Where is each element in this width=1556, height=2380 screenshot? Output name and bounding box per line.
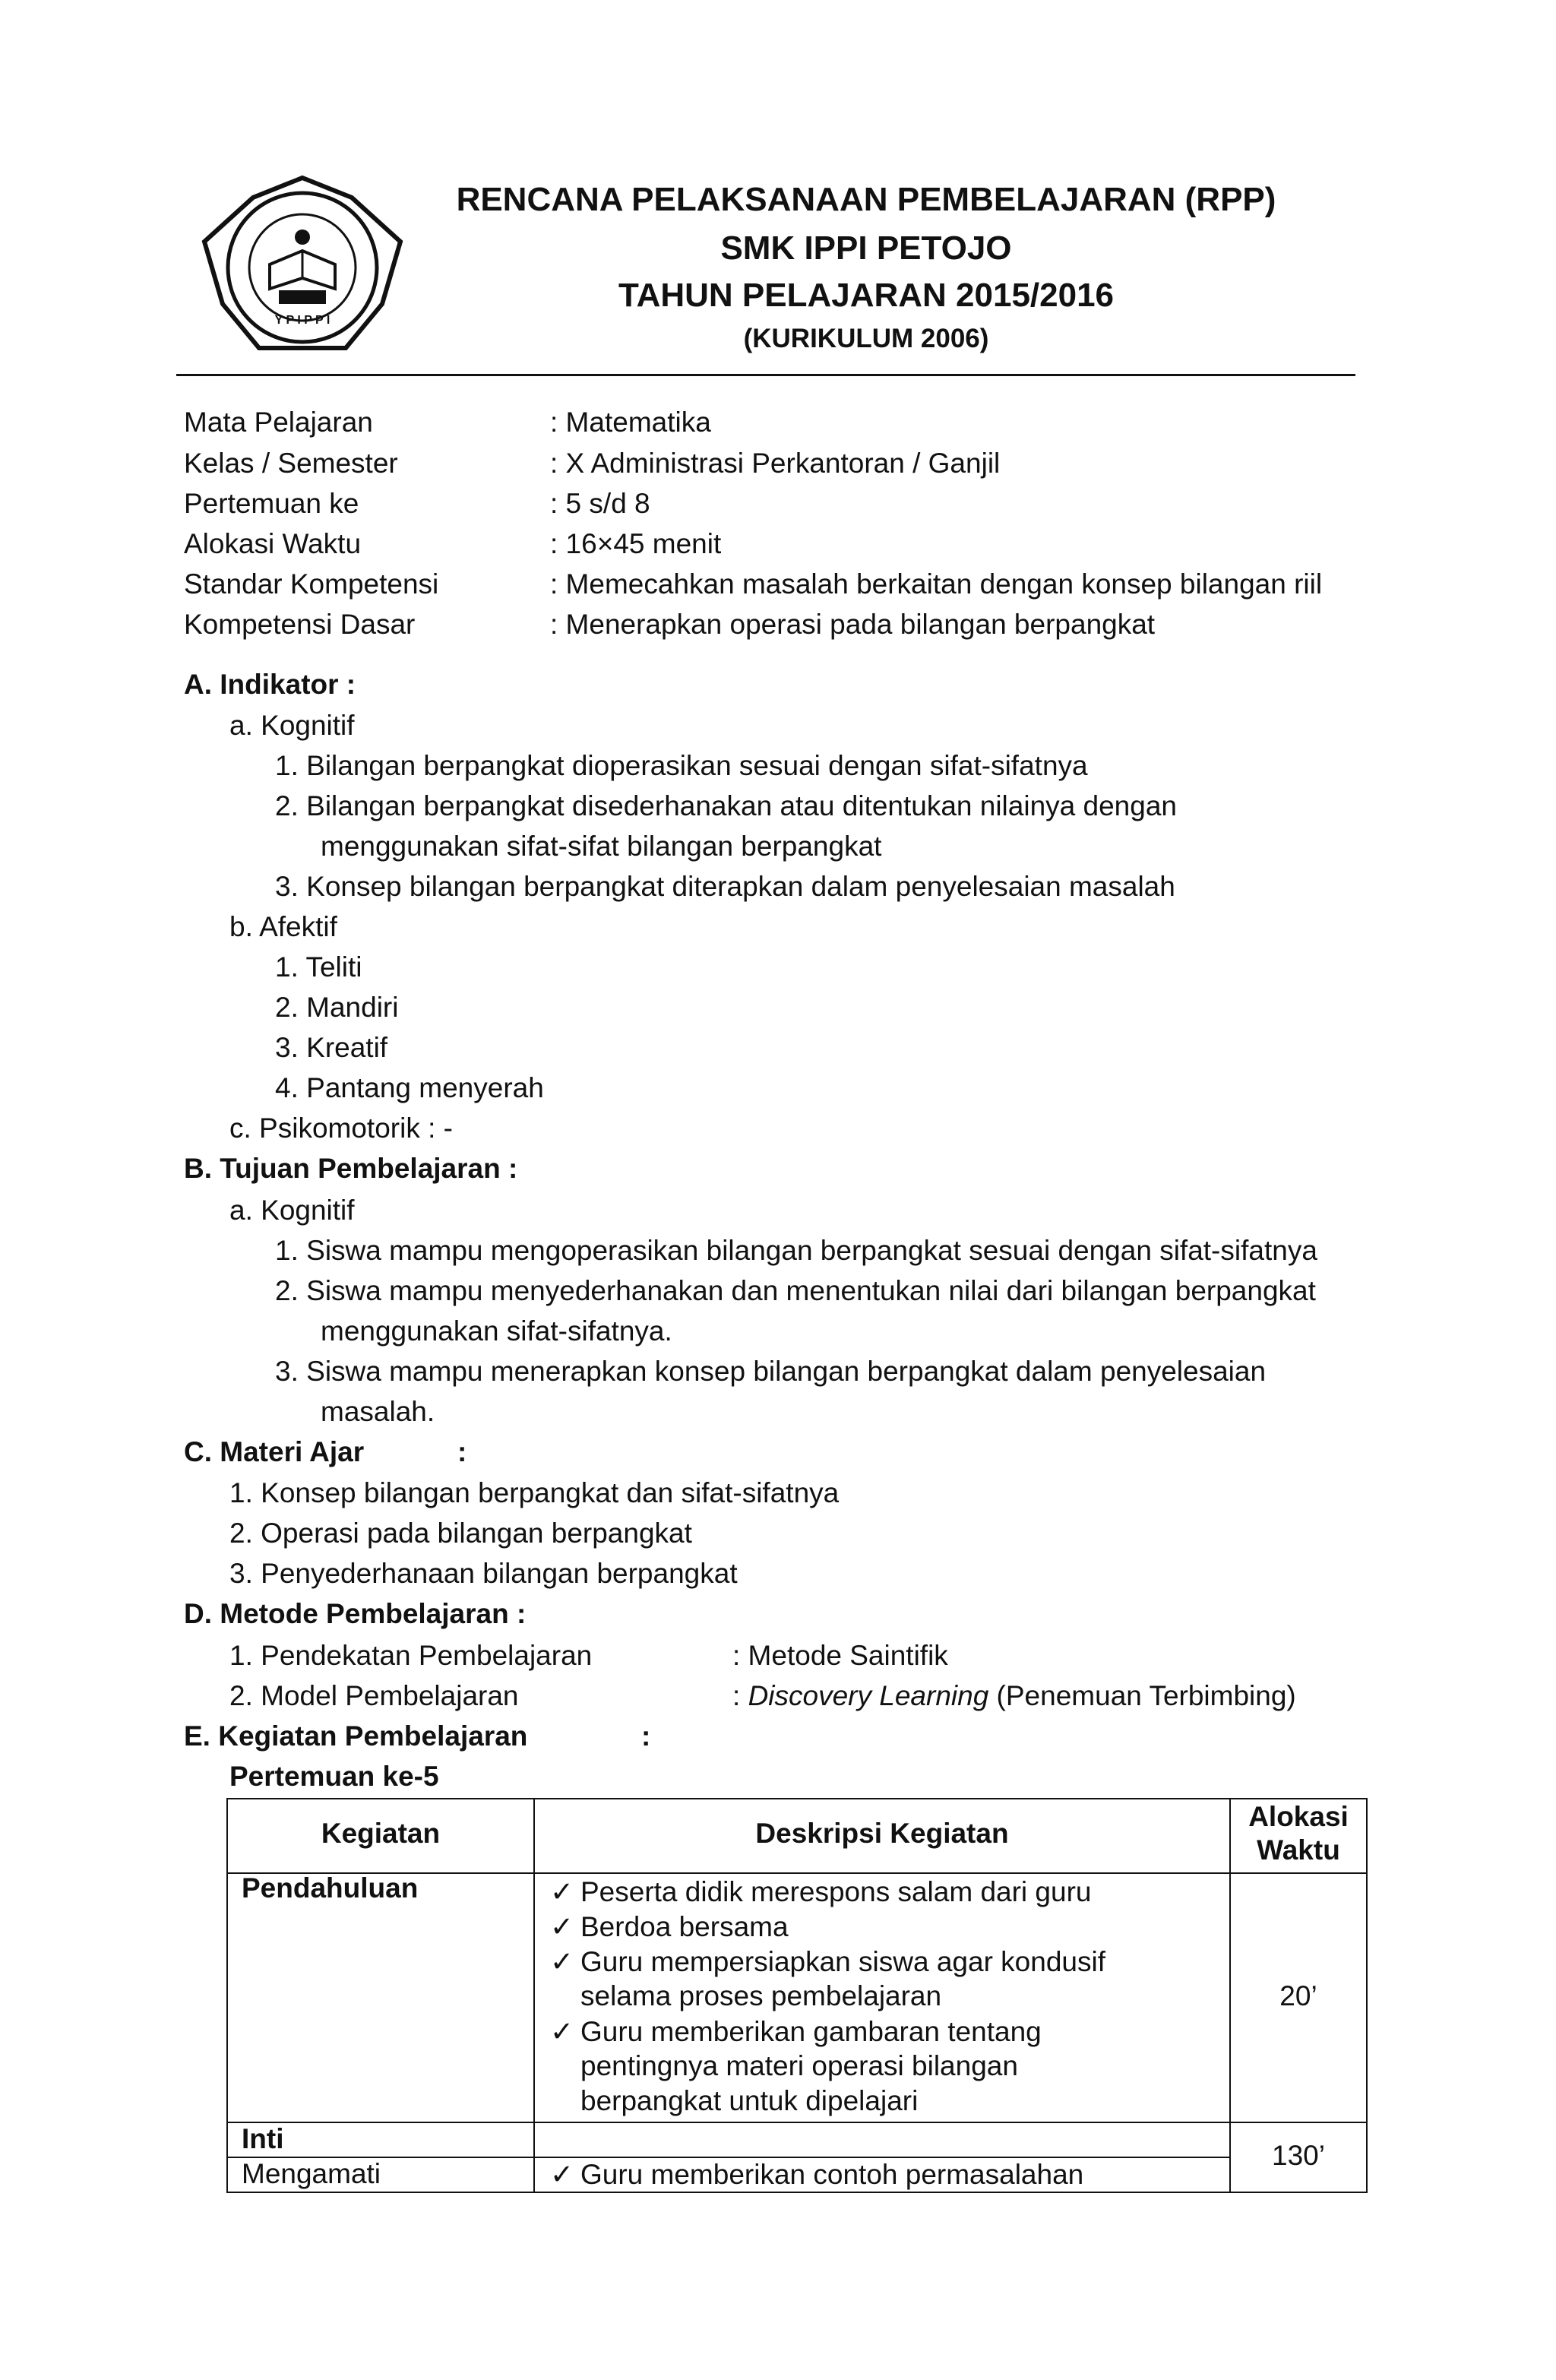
method-value: : Discovery Learning (Penemuan Terbimbing): [732, 1680, 1296, 1711]
table-row-continued: pentingnya materi operasi bilangan: [580, 2050, 1018, 2081]
list-item: 1. Konsep bilangan berpangkat dan sifat-sifatnya: [229, 1477, 840, 1508]
list-item: 1. Bilangan berpangkat dioperasikan sesuai dengan sifat-sifatnya: [275, 750, 1088, 781]
table-row: ✓ Guru memberikan gambaran tentang: [550, 2016, 1042, 2047]
section-b-kognitif: a. Kognitif: [229, 1195, 355, 1226]
section-e-heading: E. Kegiatan Pembelajaran: [184, 1720, 528, 1752]
header-divider: [176, 374, 1355, 376]
info-label: Standar Kompetensi: [184, 568, 439, 600]
list-item-continued: menggunakan sifat-sifat bilangan berpangkat: [321, 831, 882, 862]
info-label: Kelas / Semester: [184, 448, 398, 479]
method-label: 2. Model Pembelajaran: [229, 1680, 519, 1711]
info-value: : Menerapkan operasi pada bilangan berpangkat: [550, 609, 1156, 640]
method-label: 1. Pendekatan Pembelajaran: [229, 1640, 593, 1671]
table-row: ✓ Berdoa bersama: [550, 1911, 789, 1942]
section-a-psikomotorik: c. Psikomotorik : -: [229, 1112, 453, 1144]
list-item: 3. Penyederhanaan bilangan berpangkat: [229, 1558, 738, 1589]
svg-text:Y P I P P I: Y P I P P I: [274, 314, 330, 327]
info-label: Pertemuan ke: [184, 488, 359, 519]
section-a-afektif: b. Afektif: [229, 911, 337, 942]
list-item: 4. Pantang menyerah: [275, 1072, 544, 1103]
info-label: Kompetensi Dasar: [184, 609, 416, 640]
table-row-continued: selama proses pembelajaran: [580, 1980, 942, 2011]
check-icon: ✓: [550, 2159, 574, 2190]
activity-table: [226, 1798, 1368, 2193]
academic-year: TAHUN PELAJARAN 2015/2016: [618, 277, 1115, 314]
table-row: ✓ Guru mempersiapkan siswa agar kondusif: [550, 1946, 1105, 1977]
section-d-heading: D. Metode Pembelajaran :: [184, 1598, 527, 1629]
info-value: : X Administrasi Perkantoran / Ganjil: [550, 448, 1001, 479]
school-name: SMK IPPI PETOJO: [720, 229, 1012, 267]
method-value: : Metode Saintifik: [732, 1640, 948, 1671]
check-icon: ✓: [550, 1911, 574, 1942]
section-e-colon: :: [641, 1720, 651, 1752]
table-col-line: [533, 1799, 535, 2192]
row-label-pendahuluan: Pendahuluan: [242, 1872, 419, 1904]
list-item: 3. Konsep bilangan berpangkat diterapkan dalam penyelesaian masalah: [275, 871, 1175, 902]
section-c-colon: :: [457, 1436, 467, 1467]
list-item-continued: menggunakan sifat-sifatnya.: [321, 1315, 672, 1347]
curriculum: (KURIKULUM 2006): [743, 324, 989, 353]
col-header-waktu: Waktu: [1257, 1834, 1340, 1866]
check-icon: ✓: [550, 1876, 574, 1907]
list-item: 2. Bilangan berpangkat disederhanakan atau ditentukan nilainya dengan: [275, 790, 1177, 821]
time-pendahuluan: 20’: [1279, 1980, 1317, 2011]
table-row-continued: berpangkat untuk dipelajari: [580, 2085, 919, 2116]
list-item: 2. Operasi pada bilangan berpangkat: [229, 1518, 692, 1549]
list-item: 2. Mandiri: [275, 992, 399, 1023]
row-label-inti: Inti: [242, 2123, 284, 2154]
section-a-kognitif: a. Kognitif: [229, 710, 355, 741]
col-header-deskripsi: Deskripsi Kegiatan: [755, 1818, 1009, 1849]
list-item: 2. Siswa mampu menyederhanakan dan menentukan nilai dari bilangan berpangkat: [275, 1275, 1316, 1306]
check-icon: ✓: [550, 2016, 574, 2047]
list-item: 3. Kreatif: [275, 1032, 388, 1063]
list-item: 1. Teliti: [275, 951, 362, 983]
info-value: : 16×45 menit: [550, 528, 722, 559]
check-icon: ✓: [550, 1946, 574, 1977]
section-c-heading: C. Materi Ajar: [184, 1436, 365, 1467]
list-item: 3. Siswa mampu menerapkan konsep bilangan berpangkat dalam penyelesaian: [275, 1356, 1267, 1387]
list-item: 1. Siswa mampu mengoperasikan bilangan berpangkat sesuai dengan sifat-sifatnya: [275, 1235, 1317, 1266]
info-value: : Memecahkan masalah berkaitan dengan konsep bilangan riil: [550, 568, 1323, 600]
school-logo: [194, 175, 411, 354]
table-row: ✓ Guru memberikan contoh permasalahan: [550, 2159, 1084, 2190]
doc-title: RENCANA PELAKSANAAN PEMBELAJARAN (RPP): [456, 181, 1276, 218]
info-label: Mata Pelajaran: [184, 407, 373, 438]
section-a-heading: A. Indikator :: [184, 669, 356, 700]
info-label: Alokasi Waktu: [184, 528, 362, 559]
list-item-continued: masalah.: [321, 1396, 435, 1427]
section-b-heading: B. Tujuan Pembelajaran :: [184, 1153, 518, 1184]
col-header-alokasi: Alokasi: [1248, 1801, 1349, 1832]
time-inti: 130’: [1272, 2140, 1325, 2171]
info-value: : Matematika: [550, 407, 711, 438]
info-value: : 5 s/d 8: [550, 488, 650, 519]
col-header-kegiatan: Kegiatan: [321, 1818, 441, 1849]
row-label-mengamati: Mengamati: [242, 2158, 381, 2189]
table-row-line: [228, 2122, 1366, 2123]
table-row: ✓ Peserta didik merespons salam dari guru: [550, 1876, 1092, 1907]
meeting-label: Pertemuan ke-5: [229, 1761, 439, 1792]
